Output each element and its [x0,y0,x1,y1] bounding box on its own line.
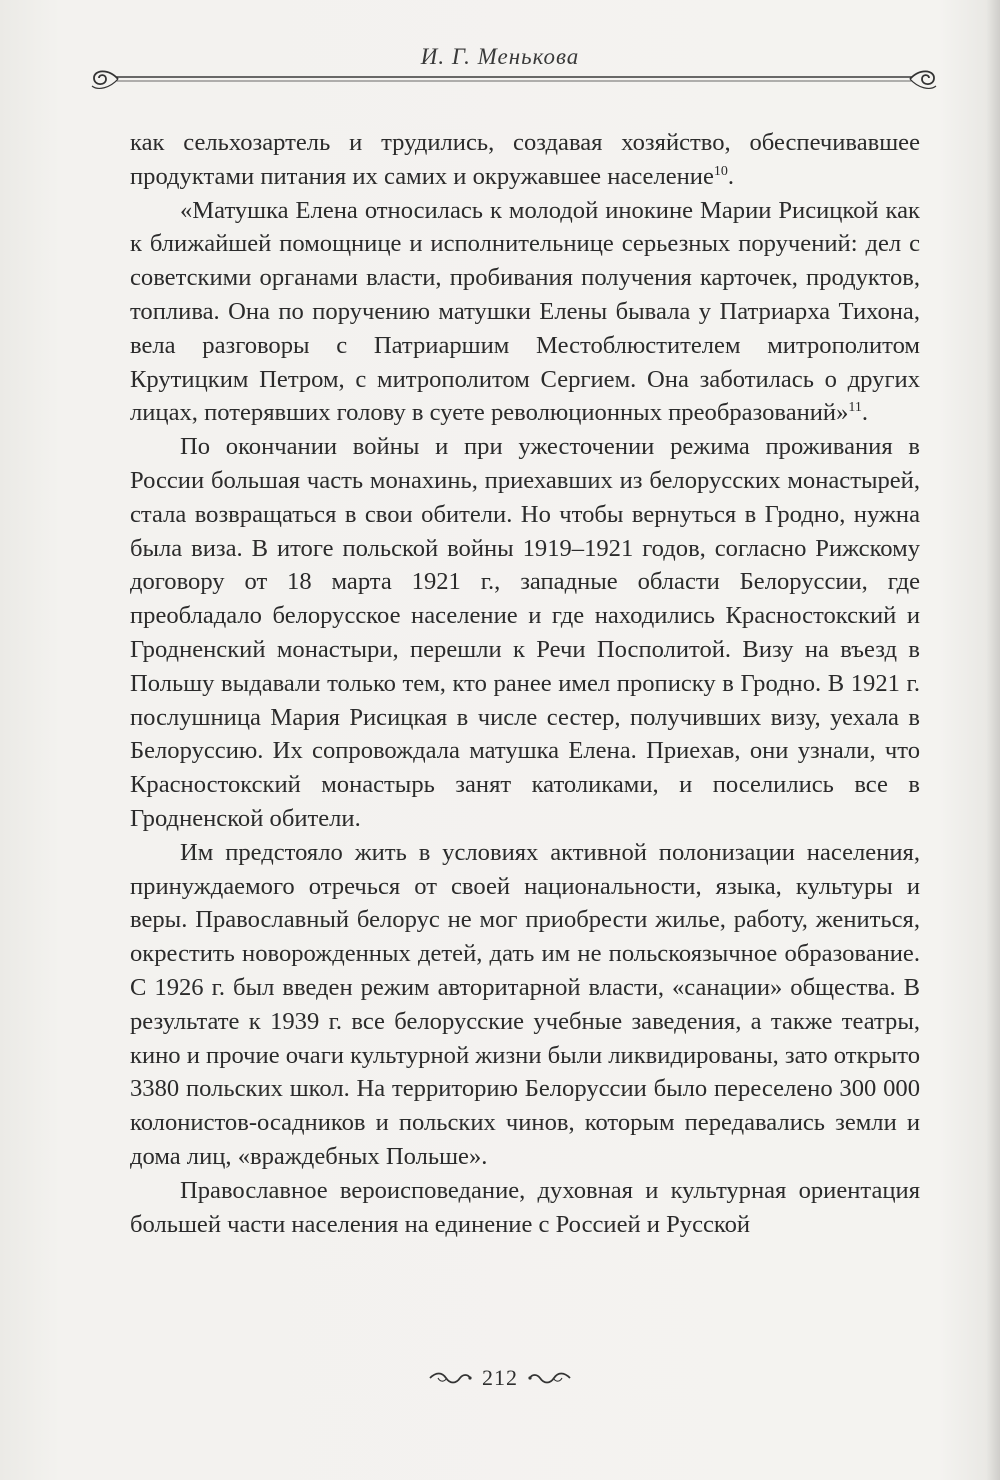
paragraph: Им предстояло жить в условиях активной полонизации населения, принуждаемого отречься от своей национальности, языка, культуры и веры. Православный белорус не мог приобрести жилье, работу, жениться, окрестить новорожденных детей, дать им не польскоязычное образование. С 1926 г. был введен режим авторитарной власти, «санации» общества. В результате к 1939 г. все белорусские учебные заведения, а также театры, кино и прочие очаги культурной жизни были ликвидированы, зато открыто 3380 польских школ. На территорию Белоруссии было переселено 300 000 колонистов-осадников и польских чинов, которым передавались земли и дома лиц, «враждебных Польше». [130,838,920,1170]
page-number: 212 [482,1365,518,1390]
vine-ornament-icon [428,1370,472,1386]
scroll-flourish-icon [910,71,936,88]
page-footer [0,1362,1000,1394]
paragraph: Православное вероисповедание, духовная и культурная ориентация большей части населения на единение с Россией и Русской [130,1176,920,1238]
scroll-flourish-icon [92,71,118,88]
paragraph: По окончании войны и при ужесточении режима проживания в России большая часть монахинь, приехавших из белорусских монастырей, стала возвращаться в свои обители. Но чтобы вернуться в Гродно, нужна была виза. В итоге польской войны 1919–1921 годов, согласно Рижскому договору от 18 марта 1921 г., западные области Белоруссии, где преобладало белорусское население и где находились Красностокский и Гродненский монастыри, перешли к Речи Посполитой. Визу на въезд в Польшу выдавали только тем, кто ранее имел прописку в Гродно. В 1921 г. послушница Мария Рисицкая в числе сестер, получивших визу, уехала в Белоруссию. Их сопровождала матушка Елена. Приехав, они узнали, что Красностокский монастырь занят католиками, и поселились все в Гродненской обители. [130,433,920,832]
page-edge-shadow [986,0,1000,1480]
paragraph: как сельхозартель и трудились, создавая хозяйство, обеспечивавшее продуктами питания их самих и окружавшее население$^{10}$. [130,129,920,190]
running-header-author: И. Г. Менькова [420,44,580,69]
main-text [130,126,920,1241]
vine-ornament-icon [528,1370,572,1386]
footnote-ref[interactable]: 11 [848,400,862,416]
paragraph: «Матушка Елена относилась к молодой инокине Марии Рисицкой как к ближайшей помощнице и исполнительнице серьезных поручений: дел с советскими органами власти, пробивания получения карточек, продуктов, топлива. Она по поручению матушки Елены бывала у Патриарха Тихона, вела разговоры с Патриаршим Местоблюстителем митрополитом Крутицким Петром, с митрополитом Сергием. Она заботилась о других лицах, потерявших голову в суете революционных преобразований»$^{11}$. [130,196,920,427]
footnote-ref[interactable]: 10 [713,163,728,179]
header-rule [88,64,940,94]
